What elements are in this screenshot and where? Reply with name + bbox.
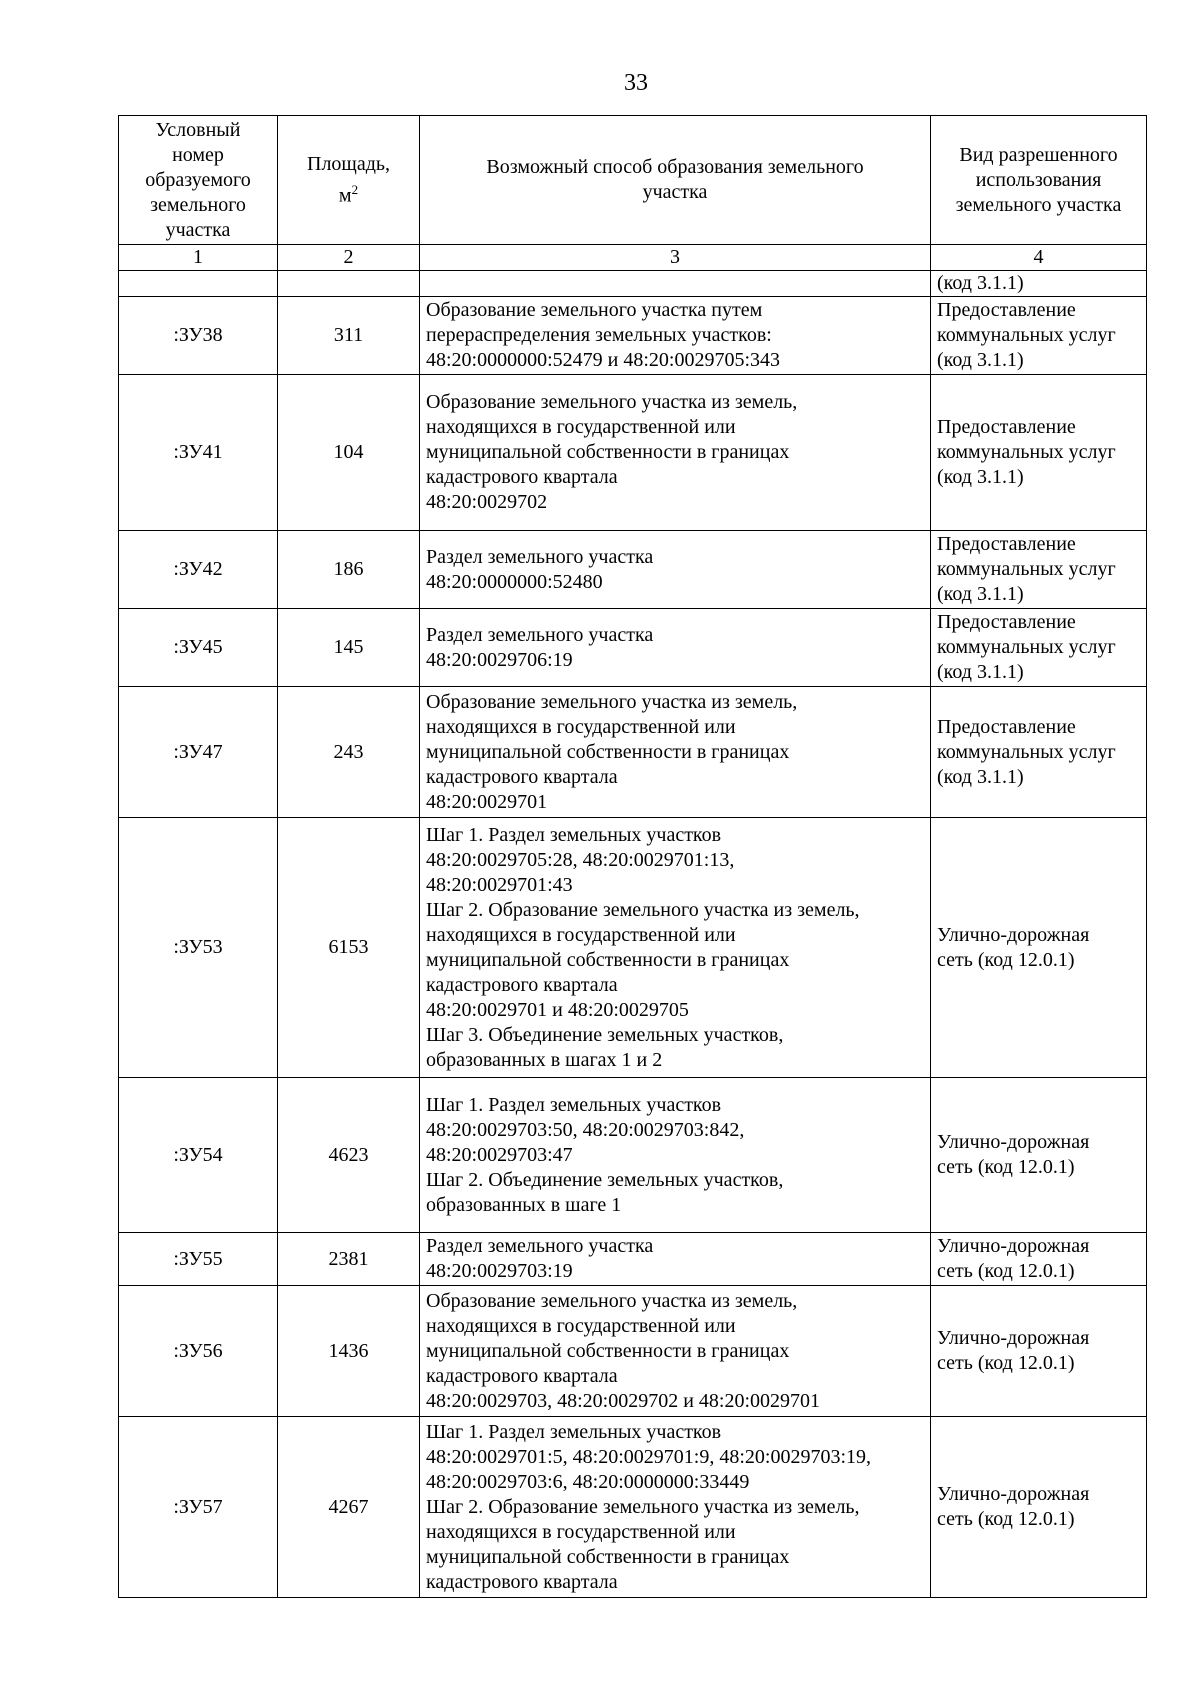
method-line: 48:20:0000000:52480 bbox=[426, 570, 603, 593]
area-cell: 6153 bbox=[278, 818, 420, 1078]
page-number: 33 bbox=[624, 70, 648, 96]
table-row bbox=[119, 271, 1147, 297]
column-index: 1 bbox=[119, 245, 278, 271]
formation-method-cell bbox=[420, 375, 931, 531]
method-line: Шаг 1. Раздел земельных участков bbox=[426, 1093, 722, 1116]
use-line: Предоставление bbox=[937, 416, 1076, 438]
method-line: 48:20:0029703:47 bbox=[426, 1143, 573, 1166]
method-line: Раздел земельного участка bbox=[426, 545, 654, 568]
use-line: (код 3.1.1) bbox=[937, 583, 1024, 605]
use-line: Улично-дорожная bbox=[937, 1131, 1090, 1153]
method-line: Раздел земельного участка bbox=[426, 623, 654, 646]
method-line: 48:20:0000000:52479 и 48:20:0029705:343 bbox=[426, 349, 781, 371]
formation-method-cell bbox=[420, 1286, 931, 1417]
formation-method-cell bbox=[420, 531, 931, 609]
method-line: находящихся в государственной или bbox=[426, 416, 736, 438]
plot-number-cell: :ЗУ45 bbox=[119, 609, 278, 687]
method-line: Шаг 2. Образование земельного участка из земель, bbox=[426, 1495, 860, 1518]
method-line: Образование земельного участка из земель, bbox=[426, 391, 798, 413]
method-line: кадастрового квартала bbox=[426, 765, 618, 788]
method-line: кадастрового квартала bbox=[426, 466, 618, 488]
use-line: коммунальных услуг bbox=[937, 740, 1116, 763]
permitted-use-cell bbox=[931, 297, 1147, 375]
method-line: муниципальной собственности в границах bbox=[426, 1545, 790, 1568]
column-index-row bbox=[119, 245, 1147, 271]
use-line: Улично-дорожная bbox=[937, 1235, 1090, 1257]
use-line: (код 3.1.1) bbox=[937, 272, 1024, 294]
use-line: коммунальных услуг bbox=[937, 324, 1116, 346]
plot-number-cell: :ЗУ53 bbox=[119, 818, 278, 1078]
permitted-use-cell bbox=[931, 531, 1147, 609]
method-line: 48:20:0029705:28, 48:20:0029701:13, bbox=[426, 848, 735, 871]
formation-method-cell bbox=[420, 1417, 931, 1598]
method-line: 48:20:0029703:50, 48:20:0029703:842, bbox=[426, 1118, 745, 1141]
area-cell: 2381 bbox=[278, 1233, 420, 1286]
table-row bbox=[119, 818, 1147, 1078]
method-line: Шаг 1. Раздел земельных участков bbox=[426, 1420, 722, 1443]
area-cell: 1436 bbox=[278, 1286, 420, 1417]
area-cell: 311 bbox=[278, 297, 420, 375]
method-line: муниципальной собственности в границах bbox=[426, 948, 790, 971]
column-index: 4 bbox=[931, 245, 1147, 271]
plot-number-cell: :ЗУ41 bbox=[119, 375, 278, 531]
use-line: коммунальных услуг bbox=[937, 636, 1116, 658]
header-formation-method: Возможный способ образования земельного участка bbox=[420, 116, 931, 245]
area-cell: 145 bbox=[278, 609, 420, 687]
formation-method-cell bbox=[420, 687, 931, 818]
permitted-use-cell bbox=[931, 1233, 1147, 1286]
table-row bbox=[119, 609, 1147, 687]
method-line: 48:20:0029701:5, 48:20:0029701:9, 48:20:0029703:19, bbox=[426, 1445, 872, 1468]
use-line: Предоставление bbox=[937, 533, 1076, 555]
header-area: Площадь, $м^2$ bbox=[278, 116, 420, 245]
method-line: образованных в шаге 1 bbox=[426, 1193, 622, 1216]
plot-number-cell: :ЗУ42 bbox=[119, 531, 278, 609]
table-row bbox=[119, 1233, 1147, 1286]
method-line: 48:20:0029703, 48:20:0029702 и 48:20:0029701 bbox=[426, 1389, 821, 1412]
plot-number-cell: :ЗУ55 bbox=[119, 1233, 278, 1286]
use-line: сеть (код 12.0.1) bbox=[937, 1352, 1075, 1374]
method-line: Раздел земельного участка bbox=[426, 1235, 654, 1257]
method-line: 48:20:0029701 bbox=[426, 790, 548, 813]
method-line: 48:20:0029702 bbox=[426, 491, 548, 513]
method-line: 48:20:0029701:43 bbox=[426, 873, 573, 896]
area-cell: 4623 bbox=[278, 1078, 420, 1233]
area-cell: 4267 bbox=[278, 1417, 420, 1598]
method-line: Образование земельного участка путем bbox=[426, 299, 763, 321]
permitted-use-cell bbox=[931, 1286, 1147, 1417]
column-index: 2 bbox=[278, 245, 420, 271]
formation-method-cell bbox=[420, 818, 931, 1078]
use-line: коммунальных услуг bbox=[937, 441, 1116, 463]
use-line: (код 3.1.1) bbox=[937, 466, 1024, 488]
table-row bbox=[119, 1286, 1147, 1417]
permitted-use-cell bbox=[931, 375, 1147, 531]
use-line: сеть (код 12.0.1) bbox=[937, 1508, 1075, 1530]
use-line: сеть (код 12.0.1) bbox=[937, 1156, 1075, 1178]
method-line: Образование земельного участка из земель, bbox=[426, 690, 798, 713]
column-index: 3 bbox=[420, 245, 931, 271]
method-line: 48:20:0029703:19 bbox=[426, 1260, 573, 1282]
table-row bbox=[119, 375, 1147, 531]
header-plot-number: Условный номер образуемого земельного участка bbox=[119, 116, 278, 245]
method-line: Шаг 2. Образование земельного участка из земель, bbox=[426, 898, 860, 921]
method-line: находящихся в государственной или bbox=[426, 715, 736, 738]
method-line: муниципальной собственности в границах bbox=[426, 1339, 790, 1362]
table-row bbox=[119, 687, 1147, 818]
method-line: Образование земельного участка из земель, bbox=[426, 1289, 798, 1312]
permitted-use-cell bbox=[931, 271, 1147, 297]
method-line: Шаг 2. Объединение земельных участков, bbox=[426, 1168, 784, 1191]
formation-method-cell bbox=[420, 1233, 931, 1286]
method-line: Шаг 3. Объединение земельных участков, bbox=[426, 1023, 784, 1046]
method-line: муниципальной собственности в границах bbox=[426, 441, 790, 463]
method-line: находящихся в государственной или bbox=[426, 1314, 736, 1337]
permitted-use-cell bbox=[931, 1078, 1147, 1233]
use-line: сеть (код 12.0.1) bbox=[937, 1260, 1075, 1282]
use-line: (код 3.1.1) bbox=[937, 661, 1024, 683]
header-permitted-use: Вид разрешенного использования земельного участка bbox=[931, 116, 1147, 245]
plot-number-cell: :ЗУ54 bbox=[119, 1078, 278, 1233]
method-line: образованных в шагах 1 и 2 bbox=[426, 1048, 663, 1071]
plot-number-cell: :ЗУ57 bbox=[119, 1417, 278, 1598]
permitted-use-cell bbox=[931, 818, 1147, 1078]
use-line: (код 3.1.1) bbox=[937, 765, 1024, 788]
formation-method-cell bbox=[420, 271, 931, 297]
plot-number-cell: :ЗУ47 bbox=[119, 687, 278, 818]
table-row bbox=[119, 531, 1147, 609]
table-header-row bbox=[119, 116, 1147, 245]
plot-number-cell: :ЗУ56 bbox=[119, 1286, 278, 1417]
method-line: находящихся в государственной или bbox=[426, 923, 736, 946]
use-line: Улично-дорожная bbox=[937, 923, 1090, 946]
table-row bbox=[119, 1417, 1147, 1598]
formation-method-cell bbox=[420, 297, 931, 375]
method-line: 48:20:0029706:19 bbox=[426, 648, 573, 671]
area-cell bbox=[278, 271, 420, 297]
method-line: Шаг 1. Раздел земельных участков bbox=[426, 823, 722, 846]
method-line: кадастрового квартала bbox=[426, 1364, 618, 1387]
land-plots-table bbox=[118, 115, 1147, 1598]
table-body bbox=[119, 271, 1147, 1598]
table-row bbox=[119, 297, 1147, 375]
use-line: Предоставление bbox=[937, 299, 1076, 321]
method-line: 48:20:0029701 и 48:20:0029705 bbox=[426, 998, 689, 1021]
use-line: (код 3.1.1) bbox=[937, 349, 1024, 371]
formation-method-cell bbox=[420, 1078, 931, 1233]
method-line: муниципальной собственности в границах bbox=[426, 740, 790, 763]
permitted-use-cell bbox=[931, 609, 1147, 687]
plot-number-cell: :ЗУ38 bbox=[119, 297, 278, 375]
use-line: сеть (код 12.0.1) bbox=[937, 948, 1075, 971]
plot-number-cell bbox=[119, 271, 278, 297]
permitted-use-cell bbox=[931, 1417, 1147, 1598]
method-line: перераспределения земельных участков: bbox=[426, 324, 772, 346]
use-line: Предоставление bbox=[937, 715, 1076, 738]
area-cell: 104 bbox=[278, 375, 420, 531]
permitted-use-cell bbox=[931, 687, 1147, 818]
use-line: коммунальных услуг bbox=[937, 558, 1116, 580]
formation-method-cell bbox=[420, 609, 931, 687]
use-line: Предоставление bbox=[937, 611, 1076, 633]
method-line: 48:20:0029703:6, 48:20:0000000:33449 bbox=[426, 1470, 750, 1493]
use-line: Улично-дорожная bbox=[937, 1483, 1090, 1505]
use-line: Улично-дорожная bbox=[937, 1327, 1090, 1349]
area-cell: 186 bbox=[278, 531, 420, 609]
method-line: находящихся в государственной или bbox=[426, 1520, 736, 1543]
table-row bbox=[119, 1078, 1147, 1233]
method-line: кадастрового квартала bbox=[426, 1570, 618, 1593]
method-line: кадастрового квартала bbox=[426, 973, 618, 996]
area-cell: 243 bbox=[278, 687, 420, 818]
